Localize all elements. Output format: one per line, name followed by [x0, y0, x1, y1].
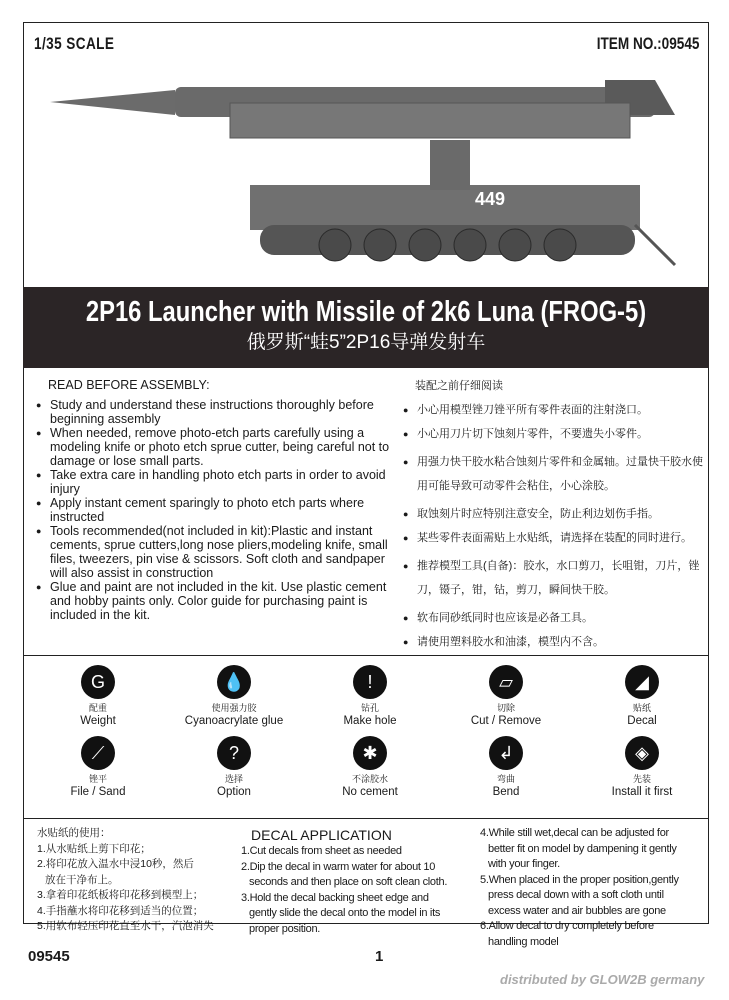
- missile-nose: [50, 90, 175, 115]
- decal-step: 6.Allow decal to dry completely before: [480, 920, 654, 932]
- decal-cn-step: 2.将印花放入温水中浸10秒，然后: [37, 858, 194, 870]
- decal-step: seconds and then place on soft clean cloth.: [249, 876, 448, 888]
- title-band: [23, 287, 709, 368]
- scale-label: 1/35 SCALE: [34, 34, 115, 53]
- divider: [23, 818, 709, 819]
- read-before-en: [36, 378, 398, 622]
- bend-icon: ↲: [489, 736, 523, 770]
- legend-cn: 选择: [224, 774, 243, 784]
- legend-en: Bend: [492, 786, 520, 798]
- legend-en: Option: [217, 786, 251, 798]
- list-item: ● 软布同砂纸同时也应该是必备工具。: [403, 610, 703, 626]
- decal-step: press decal down with a soft cloth until: [488, 889, 664, 901]
- legend-no-cement: [302, 736, 438, 799]
- legend-glue: [166, 665, 302, 728]
- decal-en-continued: [480, 826, 708, 950]
- legend-en: Cyanoacrylate glue: [184, 715, 284, 727]
- decal-heading: DECAL APPLICATION: [251, 827, 392, 843]
- legend-weight: [30, 665, 166, 728]
- page-number: 1: [375, 948, 384, 965]
- legend-cn: 切除: [496, 703, 515, 713]
- legend-en: File / Sand: [70, 786, 126, 798]
- legend-en: Cut / Remove: [470, 715, 542, 727]
- list-item: ● Study and understand these instructions thoroughly before beginning assembly: [36, 398, 398, 426]
- legend-option: [166, 736, 302, 799]
- decal-cn-step: 3.拿着印花纸板将印花移到模型上；: [37, 889, 204, 901]
- title-en: 2P16 Launcher with Missile of 2k6 Luna (FROG-5): [85, 296, 647, 328]
- footer-item-number: 09545: [28, 948, 70, 965]
- decal-step: handling model: [488, 935, 559, 948]
- legend-en: No cement: [342, 786, 398, 798]
- decal-step: 4.While still wet,decal can be adjusted for: [480, 827, 669, 839]
- list-item: ● Take extra care in handling photo etch parts in order to avoid injury: [36, 468, 398, 496]
- legend-cn: 弯曲: [496, 774, 515, 784]
- decal-cn-step: 放在干净布上。: [45, 873, 119, 886]
- legend-file: [30, 736, 166, 799]
- hull-lower: [260, 225, 635, 255]
- legend-en: Make hole: [343, 715, 397, 727]
- list-item: ● 请使用塑料胶水和油漆，模型内不含。: [403, 634, 703, 650]
- decal-cn-step: 1.从水贴纸上剪下印花；: [37, 842, 151, 855]
- legend-cn: 配重: [88, 703, 107, 713]
- legend-cn: 先装: [632, 774, 651, 784]
- decal-en: [241, 826, 475, 937]
- weight-icon: G: [81, 665, 115, 699]
- no-cement-icon: ✱: [353, 736, 387, 770]
- install-first-icon: ◈: [625, 736, 659, 770]
- legend-en: Install it first: [611, 786, 673, 798]
- decal-step: proper position.: [249, 922, 321, 935]
- drill-icon: !: [353, 665, 387, 699]
- legend-cut: [438, 665, 574, 728]
- legend-cn: 锉平: [88, 774, 107, 784]
- legend-cn: 不涂胶水: [351, 774, 388, 784]
- launch-rail: [230, 103, 630, 138]
- list-item: ● Tools recommended(not included in kit):Plastic and instant cements, sprue cutters,long nose pliers,modeling knife, small files, tweezers, pin vise & scissors. Soft cloth and sandpaper will also assist in construction: [36, 524, 398, 580]
- list-item: ● Apply instant cement sparingly to photo etch parts where instructed: [36, 496, 398, 524]
- legend-decal: [574, 665, 710, 728]
- decal-step: with your finger.: [488, 858, 560, 870]
- decal-step: better fit on model by dampening it gently: [488, 842, 677, 855]
- list-item: ● 取蚀刻片时应特别注意安全，防止利边划伤手指。: [403, 506, 703, 522]
- decal-step: 2.Dip the decal in warm water for about 10: [241, 860, 436, 873]
- decal-cn-step: 5.用软布轻压印花直至水干，汽泡消失: [37, 920, 214, 932]
- legend-bend: [438, 736, 574, 799]
- decal-step: excess water and air bubbles are gone: [488, 904, 666, 917]
- divider: [23, 655, 709, 656]
- hull-upper: [250, 185, 640, 230]
- vehicle-number: 449: [475, 189, 506, 209]
- decal-cn: [37, 826, 232, 935]
- list-item: ● 小心用刀片切下蚀刻片零件，不要遗失小零件。: [403, 426, 703, 442]
- read-before-cn-heading: 装配之前仔细阅读: [415, 380, 503, 392]
- decal-icon: ◢: [625, 665, 659, 699]
- question-icon: ?: [217, 736, 251, 770]
- legend-cn: 贴纸: [632, 703, 651, 713]
- decal-step: 3.Hold the decal backing sheet edge and: [241, 891, 429, 904]
- list-item: ● 某些零件表面需贴上水贴纸，请选择在装配的同时进行。: [403, 530, 703, 546]
- symbol-legend: [30, 665, 710, 799]
- file-icon: ⟋: [81, 736, 115, 770]
- read-before-cn: [403, 378, 703, 658]
- decal-step: 5.When placed in the proper position,gently: [480, 873, 679, 886]
- list-item: ● 推荐模型工具(自备)：胶水，水口剪刀，长咀钳，刀片，锉刀，镊子，钳，钻，剪刀，瞬间快干胶。: [403, 554, 703, 602]
- item-number: ITEM NO.:09545: [596, 34, 699, 53]
- list-item: ● When needed, remove photo-etch parts carefully using a modeling knife or photo etch sprue cutter, being careful not to damage or lose small parts.: [36, 426, 398, 468]
- vehicle-illustration: [45, 75, 685, 275]
- cut-icon: ▱: [489, 665, 523, 699]
- decal-step: 1.Cut decals from sheet as needed: [241, 845, 402, 857]
- glue-icon: 💧: [217, 665, 251, 699]
- watermark: distributed by GLOW2B germany: [500, 972, 705, 987]
- decal-cn-step: 4.手指蘸水将印花移到适当的位置；: [37, 904, 204, 917]
- legend-en: Decal: [627, 715, 657, 727]
- title-cn: 俄罗斯“蛙5”2P16导弹发射车: [246, 332, 486, 353]
- list-item: ● 用强力快干胶水粘合蚀刻片零件和金属轴。过量快干胶水使用可能导致可动零件会粘住，小心涂胶。: [403, 450, 703, 498]
- legend-en: Weight: [80, 715, 116, 727]
- list-item: ● 小心用模型锉刀锉平所有零件表面的注射浇口。: [403, 402, 703, 418]
- read-before-heading: READ BEFORE ASSEMBLY:: [48, 378, 210, 392]
- list-item: ● Glue and paint are not included in the kit. Use plastic cement and hobby paints only. Color guide for purchasing paint is included in the kit.: [36, 580, 398, 622]
- decal-cn-heading: 水贴纸的使用：: [37, 827, 111, 839]
- legend-cn: 使用强力胶: [211, 703, 257, 713]
- launcher-mount: [430, 140, 470, 190]
- legend-hole: [302, 665, 438, 728]
- legend-cn: 钻孔: [360, 703, 379, 713]
- decal-step: gently slide the decal onto the model in its: [249, 907, 441, 919]
- legend-install-first: [574, 736, 710, 799]
